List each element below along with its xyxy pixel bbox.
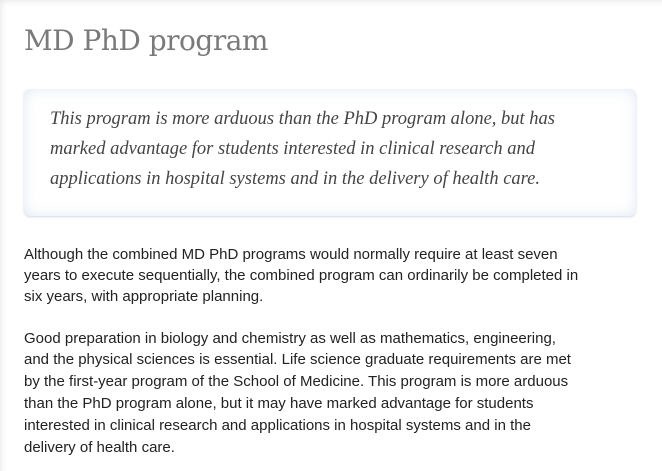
paragraph-line: years to execute sequentially, the combined program can ordinarily be completed in — [24, 267, 579, 284]
paragraph-line: by the first-year program of the School of Medicine. This program is more arduous — [24, 373, 569, 390]
pull-quote-line: applications in hospital systems and in the delivery of health care. — [50, 169, 541, 189]
paragraph-line: and the physical sciences is essential. Life science graduate requirements are met — [24, 351, 571, 368]
paragraph-line: Good preparation in biology and chemistry as well as mathematics, engineering, — [24, 330, 556, 347]
paragraph-line: than the PhD program alone, but it may have marked advantage for students — [24, 395, 534, 412]
paragraph-line: six years, with appropriate planning. — [24, 288, 264, 305]
page-title: MD PhD program — [24, 24, 268, 57]
pull-quote — [24, 89, 636, 216]
pull-quote-line: marked advantage for students interested in clinical research and — [50, 139, 536, 159]
paragraph-line: interested in clinical research and applications in hospital systems and in the — [24, 417, 531, 434]
paragraph-line: Although the combined MD PhD programs would normally require at least seven — [24, 246, 558, 263]
pull-quote-line: This program is more arduous than the PhD program alone, but has — [50, 109, 556, 129]
paragraph-line: delivery of health care. — [24, 439, 175, 456]
